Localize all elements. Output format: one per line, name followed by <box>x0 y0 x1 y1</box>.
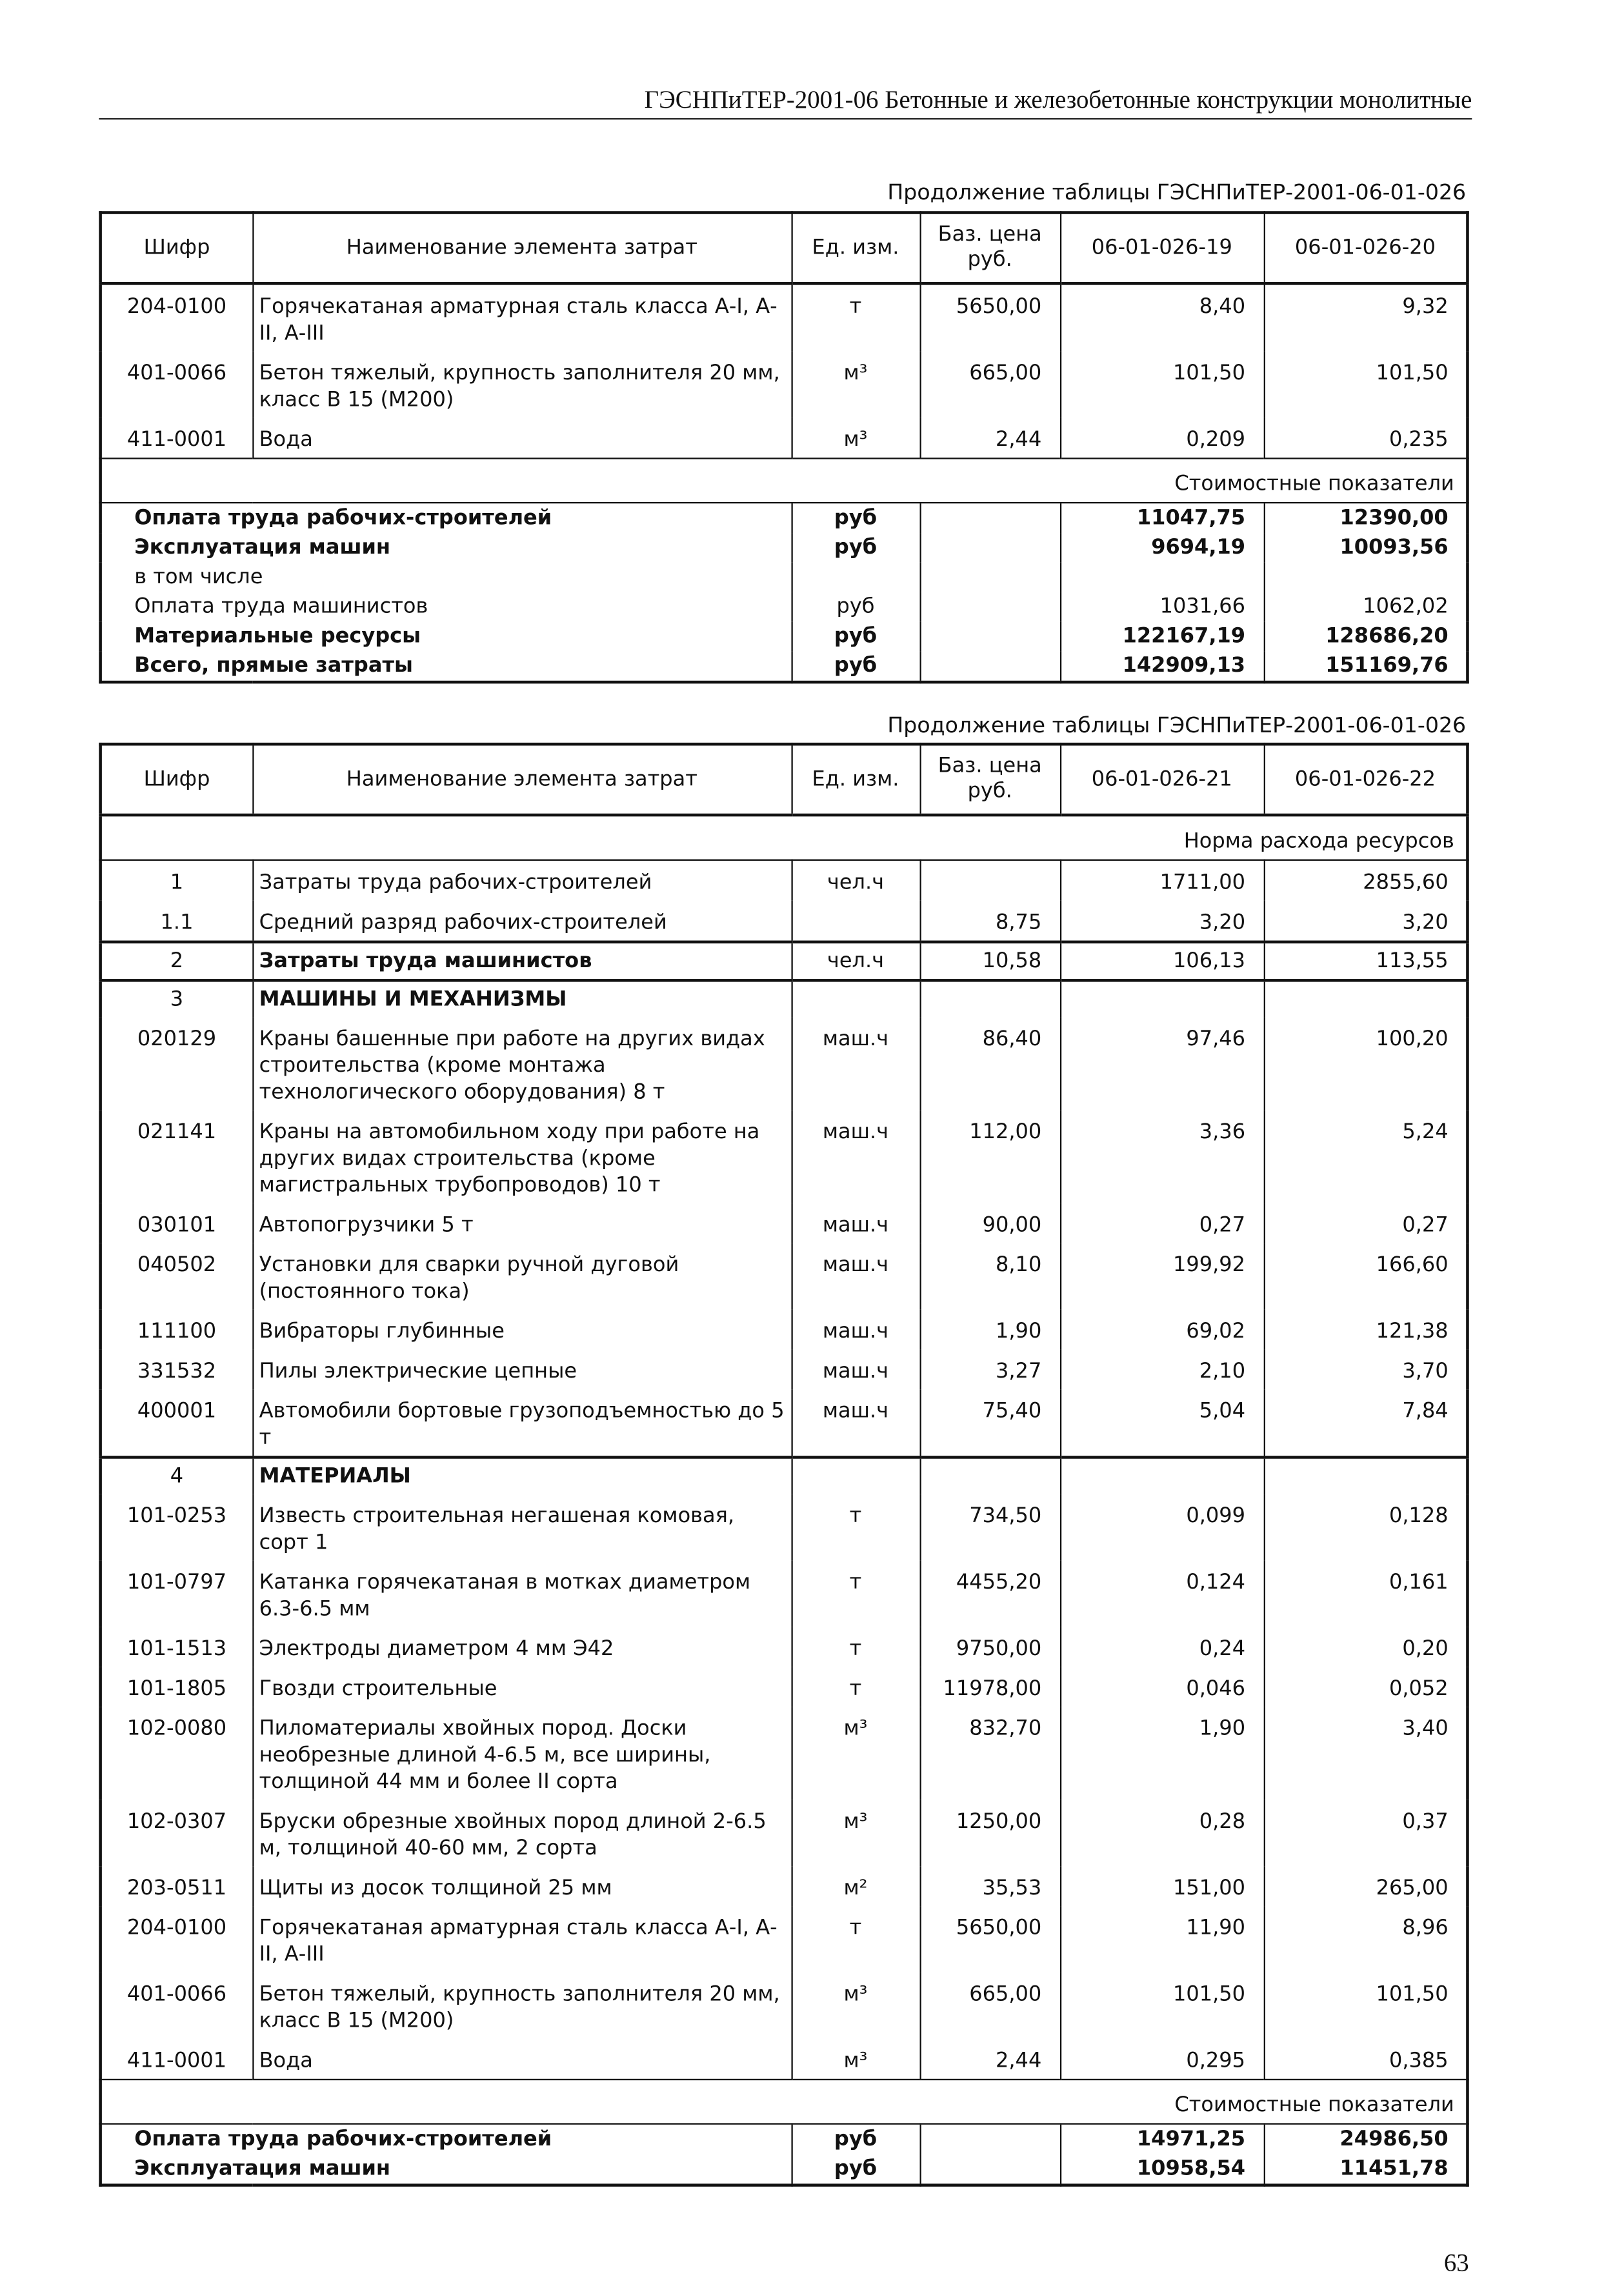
value-b: 1062,02 <box>1264 592 1468 622</box>
value-a: 0,28 <box>1060 1800 1264 1866</box>
value-b: 0,128 <box>1264 1494 1468 1561</box>
value-a: 151,00 <box>1060 1866 1264 1906</box>
name: Бетон тяжелый, крупность заполнителя 20 мм, класс В 15 (М200) <box>252 352 791 418</box>
value-b: 101,50 <box>1264 352 1468 418</box>
table-row <box>101 1494 1468 1561</box>
value-b: 101,50 <box>1264 1973 1468 2039</box>
name: Затраты труда рабочих-строителей <box>252 860 791 901</box>
column-header-base-price: Баз. цена руб. <box>920 744 1060 815</box>
column-header-unit: Ед. изм. <box>791 213 919 284</box>
table-row <box>101 1906 1468 1973</box>
base-price: 4455,20 <box>920 1561 1060 1627</box>
name: Автомобили бортовые грузоподъемностью до 5 т <box>252 1389 791 1457</box>
value-b: 10093,56 <box>1264 533 1468 563</box>
unit: маш.ч <box>791 1349 919 1389</box>
table-row <box>101 1667 1468 1707</box>
table-continuation-label: Продолжение таблицы ГЭСНПиТЕР-2001-06-01-026 <box>887 714 1467 739</box>
unit <box>791 1457 919 1494</box>
resource-table-2 <box>99 743 1469 2187</box>
value-b: 113,55 <box>1264 942 1468 980</box>
section-caption-row <box>101 815 1468 860</box>
value-a: 11047,75 <box>1060 503 1264 533</box>
table-row <box>101 283 1468 351</box>
base-price: 1250,00 <box>920 1800 1060 1866</box>
name: МАШИНЫ И МЕХАНИЗМЫ <box>252 980 791 1017</box>
value-a: 0,295 <box>1060 2039 1264 2080</box>
column-header-name: Наименование элемента затрат <box>252 744 791 815</box>
code: 101-0797 <box>101 1561 253 1627</box>
base-price: 11978,00 <box>920 1667 1060 1707</box>
unit <box>791 980 919 1017</box>
value-a: 1,90 <box>1060 1707 1264 1800</box>
code: 021141 <box>101 1110 253 1203</box>
cost-summary-row <box>101 621 1468 651</box>
base-price: 86,40 <box>920 1018 1060 1110</box>
table-row <box>101 352 1468 418</box>
value-a: 122167,19 <box>1060 621 1264 651</box>
value-a: 8,40 <box>1060 283 1264 351</box>
table-row <box>101 1203 1468 1243</box>
name: МАТЕРИАЛЫ <box>252 1457 791 1494</box>
code: 102-0307 <box>101 1800 253 1866</box>
name: Бетон тяжелый, крупность заполнителя 20 мм, класс В 15 (М200) <box>252 1973 791 2039</box>
unit: руб <box>791 621 919 651</box>
name: Горячекатаная арматурная сталь класса А-I, А-II, А-III <box>252 1906 791 1973</box>
unit: маш.ч <box>791 1018 919 1110</box>
code: 1.1 <box>101 901 253 942</box>
unit: руб <box>791 503 919 533</box>
code: 020129 <box>101 1018 253 1110</box>
summary-label: Оплата труда рабочих-строителей <box>101 503 792 533</box>
value-b: 3,40 <box>1264 1707 1468 1800</box>
table-row <box>101 1800 1468 1866</box>
name: Вода <box>252 2039 791 2080</box>
code: 204-0100 <box>101 283 253 351</box>
code: 111100 <box>101 1310 253 1350</box>
table-row <box>101 1310 1468 1350</box>
value-a: 69,02 <box>1060 1310 1264 1350</box>
code: 411-0001 <box>101 2039 253 2080</box>
column-header-base-price: Баз. цена руб. <box>920 213 1060 284</box>
code: 203-0511 <box>101 1866 253 1906</box>
table-row <box>101 1973 1468 2039</box>
value-a: 199,92 <box>1060 1243 1264 1310</box>
code: 401-0066 <box>101 1973 253 2039</box>
base-price: 734,50 <box>920 1494 1060 1561</box>
value-b: 151169,76 <box>1264 651 1468 682</box>
unit: т <box>791 1906 919 1973</box>
name: Электроды диаметром 4 мм Э42 <box>252 1627 791 1667</box>
table-row <box>101 2039 1468 2080</box>
table-row <box>101 1110 1468 1203</box>
summary-label: Всего, прямые затраты <box>101 651 792 682</box>
unit: м³ <box>791 418 919 459</box>
section-row <box>101 942 1468 980</box>
unit: м³ <box>791 2039 919 2080</box>
name: Краны башенные при работе на других видах строительства (кроме монтажа технологического оборудования) 8 т <box>252 1018 791 1110</box>
base-price <box>920 533 1060 563</box>
unit: маш.ч <box>791 1389 919 1457</box>
base-price <box>920 1457 1060 1494</box>
base-price: 832,70 <box>920 1707 1060 1800</box>
value-a: 11,90 <box>1060 1906 1264 1973</box>
table-row <box>101 1389 1468 1457</box>
cost-summary-row <box>101 533 1468 563</box>
cost-summary-row <box>101 592 1468 622</box>
base-price <box>920 2154 1060 2185</box>
unit: маш.ч <box>791 1243 919 1310</box>
column-header-code: Шифр <box>101 744 253 815</box>
unit: м³ <box>791 1707 919 1800</box>
value-a: 101,50 <box>1060 1973 1264 2039</box>
code: 401-0066 <box>101 352 253 418</box>
base-price: 665,00 <box>920 1973 1060 2039</box>
code: 204-0100 <box>101 1906 253 1973</box>
caption-text: Стоимостные показатели <box>101 2080 1468 2124</box>
code: 2 <box>101 942 253 980</box>
value-b: 11451,78 <box>1264 2154 1468 2185</box>
resource-table-1 <box>99 211 1469 683</box>
value-b: 166,60 <box>1264 1243 1468 1310</box>
unit <box>791 901 919 942</box>
base-price <box>920 592 1060 622</box>
base-price: 8,75 <box>920 901 1060 942</box>
value-a: 0,209 <box>1060 418 1264 459</box>
value-b: 12390,00 <box>1264 503 1468 533</box>
base-price <box>920 503 1060 533</box>
column-header-value-b: 06-01-026-22 <box>1264 744 1468 815</box>
section-caption-row <box>101 2080 1468 2124</box>
table-row <box>101 1627 1468 1667</box>
summary-label: Оплата труда рабочих-строителей <box>101 2124 792 2154</box>
column-header-value-b: 06-01-026-20 <box>1264 213 1468 284</box>
column-header-code: Шифр <box>101 213 253 284</box>
section-row <box>101 1457 1468 1494</box>
table-row <box>101 901 1468 942</box>
name: Затраты труда машинистов <box>252 942 791 980</box>
base-price <box>920 980 1060 1017</box>
running-head: ГЭСНПиТЕР-2001-06 Бетонные и железобетонные конструкции монолитные <box>644 85 1472 114</box>
cost-summary-row <box>101 563 1468 592</box>
code: 102-0080 <box>101 1707 253 1800</box>
unit: т <box>791 283 919 351</box>
base-price: 112,00 <box>920 1110 1060 1203</box>
unit: м² <box>791 1866 919 1906</box>
unit: т <box>791 1561 919 1627</box>
value-a: 0,24 <box>1060 1627 1264 1667</box>
value-b: 7,84 <box>1264 1389 1468 1457</box>
code: 101-0253 <box>101 1494 253 1561</box>
value-a: 0,27 <box>1060 1203 1264 1243</box>
name: Пиломатериалы хвойных пород. Доски необрезные длиной 4-6.5 м, все ширины, толщиной 44 мм и более II сорта <box>252 1707 791 1800</box>
value-b: 100,20 <box>1264 1018 1468 1110</box>
section-row <box>101 980 1468 1017</box>
code: 400001 <box>101 1389 253 1457</box>
value-b: 3,70 <box>1264 1349 1468 1389</box>
name: Средний разряд рабочих-строителей <box>252 901 791 942</box>
name: Вибраторы глубинные <box>252 1310 791 1350</box>
table-row <box>101 1866 1468 1906</box>
name: Пилы электрические цепные <box>252 1349 791 1389</box>
value-a: 1031,66 <box>1060 592 1264 622</box>
cost-summary-row <box>101 503 1468 533</box>
value-b: 0,27 <box>1264 1203 1468 1243</box>
value-a: 5,04 <box>1060 1389 1264 1457</box>
value-a: 1711,00 <box>1060 860 1264 901</box>
value-a: 0,124 <box>1060 1561 1264 1627</box>
value-b: 9,32 <box>1264 283 1468 351</box>
value-a <box>1060 980 1264 1017</box>
header-row <box>101 744 1468 815</box>
value-a: 10958,54 <box>1060 2154 1264 2185</box>
table-row <box>101 1707 1468 1800</box>
value-b: 8,96 <box>1264 1906 1468 1973</box>
value-b <box>1264 563 1468 592</box>
unit: м³ <box>791 352 919 418</box>
value-b: 265,00 <box>1264 1866 1468 1906</box>
base-price: 75,40 <box>920 1389 1060 1457</box>
base-price <box>920 621 1060 651</box>
value-b: 0,235 <box>1264 418 1468 459</box>
value-a: 2,10 <box>1060 1349 1264 1389</box>
base-price: 3,27 <box>920 1349 1060 1389</box>
name: Гвозди строительные <box>252 1667 791 1707</box>
column-header-value-a: 06-01-026-19 <box>1060 213 1264 284</box>
name: Катанка горячекатаная в мотках диаметром 6.3-6.5 мм <box>252 1561 791 1627</box>
value-a: 9694,19 <box>1060 533 1264 563</box>
value-b: 0,052 <box>1264 1667 1468 1707</box>
value-b: 2855,60 <box>1264 860 1468 901</box>
unit: чел.ч <box>791 942 919 980</box>
cost-summary-row <box>101 2124 1468 2154</box>
base-price: 8,10 <box>920 1243 1060 1310</box>
value-a: 106,13 <box>1060 942 1264 980</box>
table-continuation-label: Продолжение таблицы ГЭСНПиТЕР-2001-06-01-026 <box>887 181 1467 206</box>
header-rule <box>99 118 1472 119</box>
unit: руб <box>791 592 919 622</box>
value-b <box>1264 1457 1468 1494</box>
code: 411-0001 <box>101 418 253 459</box>
summary-label: в том числе <box>101 563 792 592</box>
unit: чел.ч <box>791 860 919 901</box>
value-a: 3,36 <box>1060 1110 1264 1203</box>
code: 101-1805 <box>101 1667 253 1707</box>
value-a: 101,50 <box>1060 352 1264 418</box>
base-price: 35,53 <box>920 1866 1060 1906</box>
value-b: 3,20 <box>1264 901 1468 942</box>
value-b <box>1264 980 1468 1017</box>
unit: маш.ч <box>791 1203 919 1243</box>
unit <box>791 563 919 592</box>
base-price: 2,44 <box>920 2039 1060 2080</box>
name: Известь строительная негашеная комовая, сорт 1 <box>252 1494 791 1561</box>
unit: руб <box>791 2154 919 2185</box>
page-number: 63 <box>1443 2248 1469 2277</box>
base-price: 665,00 <box>920 352 1060 418</box>
base-price <box>920 651 1060 682</box>
value-b: 0,37 <box>1264 1800 1468 1866</box>
unit: маш.ч <box>791 1110 919 1203</box>
summary-label: Эксплуатация машин <box>101 533 792 563</box>
unit: т <box>791 1627 919 1667</box>
code: 4 <box>101 1457 253 1494</box>
unit: руб <box>791 2124 919 2154</box>
value-a: 14971,25 <box>1060 2124 1264 2154</box>
value-a: 3,20 <box>1060 901 1264 942</box>
table-row <box>101 1018 1468 1110</box>
summary-label: Материальные ресурсы <box>101 621 792 651</box>
name: Вода <box>252 418 791 459</box>
table-row <box>101 1561 1468 1627</box>
code: 1 <box>101 860 253 901</box>
table-row <box>101 860 1468 901</box>
value-a: 97,46 <box>1060 1018 1264 1110</box>
unit: руб <box>791 533 919 563</box>
unit: м³ <box>791 1973 919 2039</box>
value-b: 5,24 <box>1264 1110 1468 1203</box>
base-price: 5650,00 <box>920 283 1060 351</box>
base-price: 90,00 <box>920 1203 1060 1243</box>
value-b: 121,38 <box>1264 1310 1468 1350</box>
code: 101-1513 <box>101 1627 253 1667</box>
base-price: 2,44 <box>920 418 1060 459</box>
unit: т <box>791 1667 919 1707</box>
name: Бруски обрезные хвойных пород длиной 2-6.5 м, толщиной 40-60 мм, 2 сорта <box>252 1800 791 1866</box>
base-price <box>920 2124 1060 2154</box>
name: Краны на автомобильном ходу при работе на других видах строительства (кроме магистральных трубопроводов) 10 т <box>252 1110 791 1203</box>
code: 030101 <box>101 1203 253 1243</box>
unit: м³ <box>791 1800 919 1866</box>
value-a: 142909,13 <box>1060 651 1264 682</box>
column-header-name: Наименование элемента затрат <box>252 213 791 284</box>
caption-text: Норма расхода ресурсов <box>101 815 1468 860</box>
table-row <box>101 418 1468 459</box>
code: 040502 <box>101 1243 253 1310</box>
value-b: 0,161 <box>1264 1561 1468 1627</box>
value-a <box>1060 563 1264 592</box>
caption-text: Стоимостные показатели <box>101 458 1468 503</box>
base-price: 9750,00 <box>920 1627 1060 1667</box>
summary-label: Оплата труда машинистов <box>101 592 792 622</box>
value-a <box>1060 1457 1264 1494</box>
header-row <box>101 213 1468 284</box>
name: Щиты из досок толщиной 25 мм <box>252 1866 791 1906</box>
cost-summary-row <box>101 651 1468 682</box>
name: Автопогрузчики 5 т <box>252 1203 791 1243</box>
base-price: 5650,00 <box>920 1906 1060 1973</box>
unit: руб <box>791 651 919 682</box>
unit: маш.ч <box>791 1310 919 1350</box>
base-price <box>920 563 1060 592</box>
name: Горячекатаная арматурная сталь класса А-I, А-II, А-III <box>252 283 791 351</box>
base-price: 1,90 <box>920 1310 1060 1350</box>
value-a: 0,046 <box>1060 1667 1264 1707</box>
table-row <box>101 1243 1468 1310</box>
unit: т <box>791 1494 919 1561</box>
column-header-unit: Ед. изм. <box>791 744 919 815</box>
summary-label: Эксплуатация машин <box>101 2154 792 2185</box>
value-b: 0,385 <box>1264 2039 1468 2080</box>
value-b: 128686,20 <box>1264 621 1468 651</box>
value-a: 0,099 <box>1060 1494 1264 1561</box>
cost-summary-row <box>101 2154 1468 2185</box>
value-b: 24986,50 <box>1264 2124 1468 2154</box>
code: 3 <box>101 980 253 1017</box>
column-header-value-a: 06-01-026-21 <box>1060 744 1264 815</box>
value-b: 0,20 <box>1264 1627 1468 1667</box>
section-caption-row <box>101 458 1468 503</box>
table-row <box>101 1349 1468 1389</box>
name: Установки для сварки ручной дуговой (постоянного тока) <box>252 1243 791 1310</box>
code: 331532 <box>101 1349 253 1389</box>
base-price <box>920 860 1060 901</box>
base-price: 10,58 <box>920 942 1060 980</box>
